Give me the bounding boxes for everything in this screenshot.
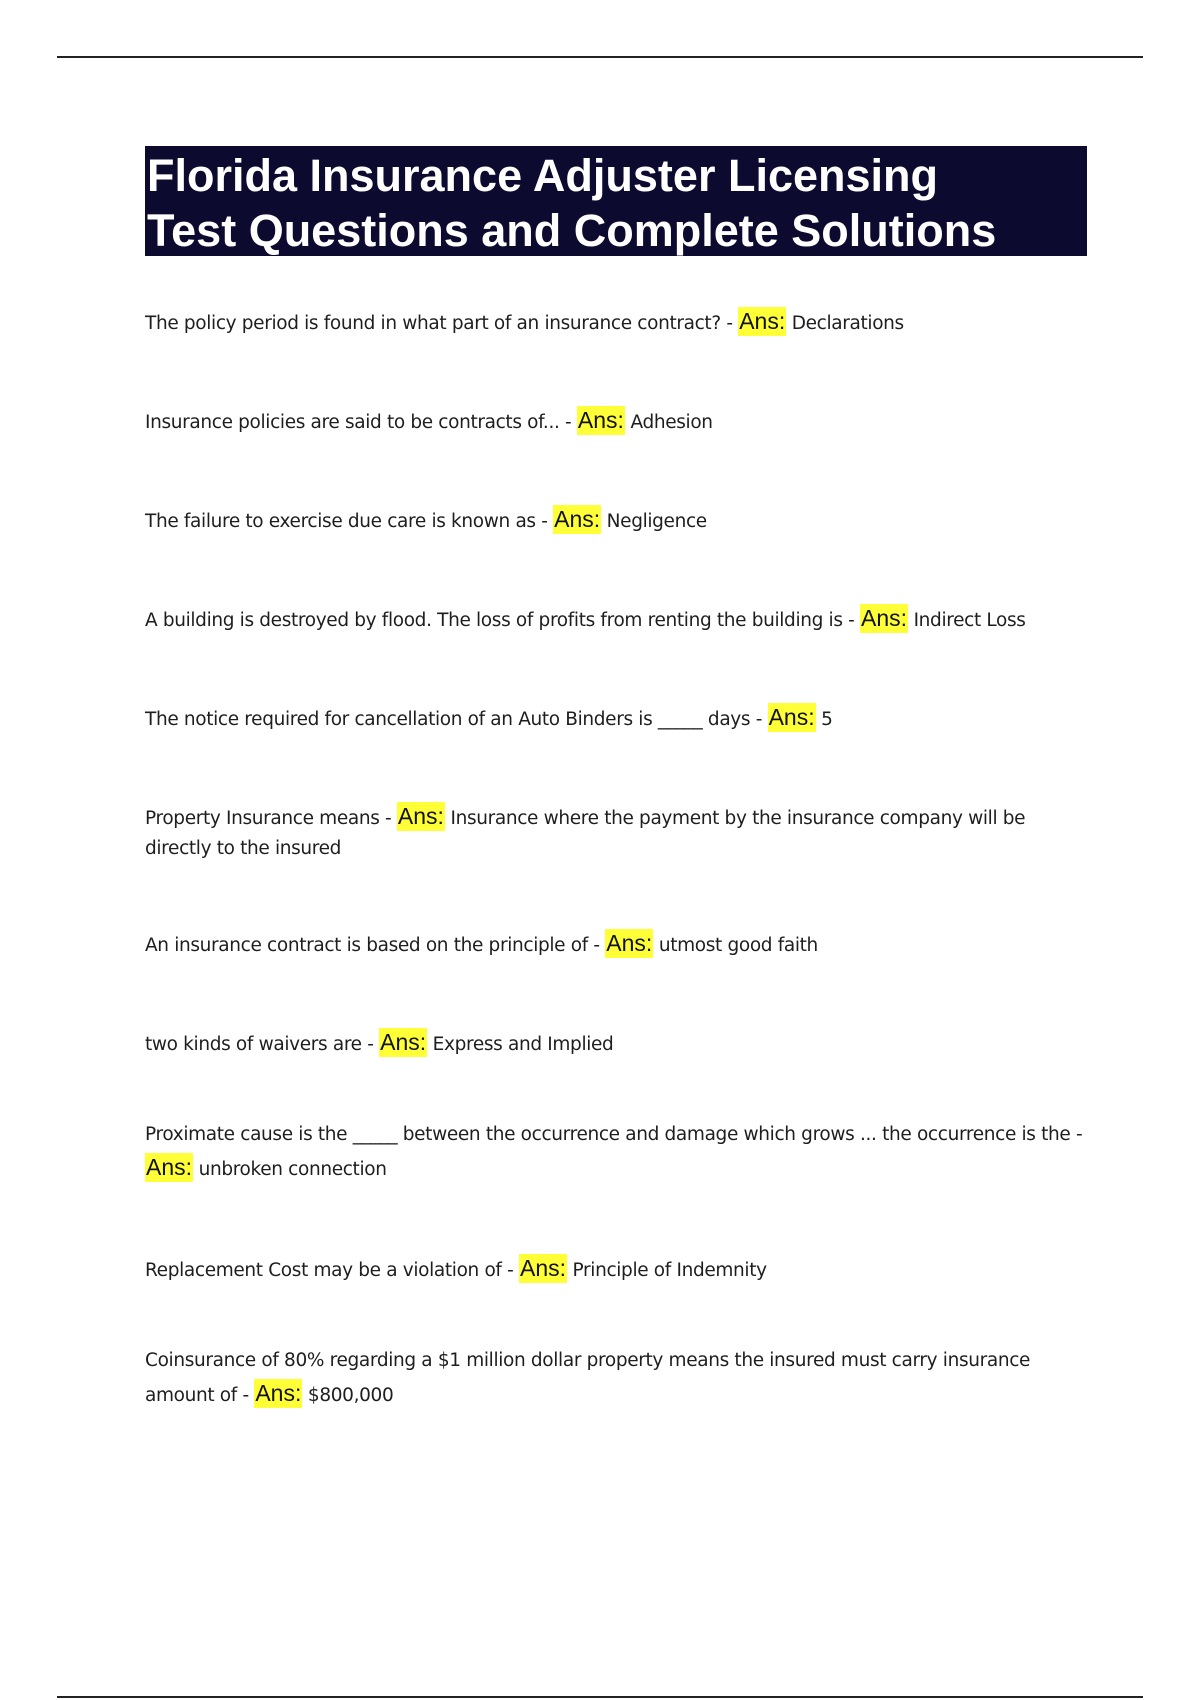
question-text: Coinsurance of 80% regarding a $1 million dollar property means the insured must carry insurance amount of -	[145, 1350, 1031, 1406]
qa-item-4	[145, 603, 1090, 636]
question-text: Replacement Cost may be a violation of -	[145, 1260, 519, 1281]
qa-item-7	[145, 928, 1090, 961]
ans-label: Ans:	[255, 1380, 302, 1406]
title-line-1: Florida Insurance Adjuster Licensing	[147, 150, 938, 201]
qa-item-10	[145, 1253, 1090, 1286]
document-title	[145, 146, 1087, 256]
ans-label: Ans:	[397, 803, 444, 829]
question-text: An insurance contract is based on the principle of -	[145, 935, 606, 956]
answer-text: 5	[821, 709, 833, 730]
header-rule	[57, 56, 1143, 58]
ans-label: Ans:	[739, 308, 786, 334]
ans-label: Ans:	[768, 704, 815, 730]
answer-text: Insurance where the payment by the insurance company will be directly to the insured	[145, 808, 1026, 859]
question-text: two kinds of waivers are -	[145, 1034, 380, 1055]
question-text: The failure to exercise due care is known as -	[145, 511, 554, 532]
answer-text: Negligence	[606, 511, 707, 532]
footer-rule	[57, 1696, 1143, 1698]
question-text: Property Insurance means -	[145, 808, 397, 829]
question-text: Insurance policies are said to be contracts of... -	[145, 412, 577, 433]
title-line-2: Test Questions and Complete Solutions	[147, 205, 997, 256]
qa-item-1	[145, 306, 1090, 339]
qa-item-6	[145, 801, 1090, 864]
ans-label: Ans:	[577, 407, 624, 433]
qa-item-2	[145, 405, 1090, 438]
ans-label: Ans:	[519, 1255, 567, 1281]
qa-item-5	[145, 702, 1090, 735]
question-text: A building is destroyed by flood. The loss of profits from renting the building is -	[145, 610, 861, 631]
qa-item-8	[145, 1027, 1090, 1060]
qa-item-3	[145, 504, 1090, 537]
answer-text: unbroken connection	[198, 1159, 387, 1180]
ans-label: Ans:	[861, 605, 908, 631]
ans-label: Ans:	[146, 1154, 193, 1180]
question-text: The notice required for cancellation of an Auto Binders is _____ days -	[145, 709, 768, 730]
question-text: The policy period is found in what part of an insurance contract? -	[145, 313, 739, 334]
qa-item-9	[145, 1118, 1090, 1186]
ans-label: Ans:	[380, 1029, 427, 1055]
answer-text: Indirect Loss	[913, 610, 1026, 631]
ans-label: Ans:	[606, 930, 653, 956]
answer-text: Adhesion	[630, 412, 713, 433]
question-text: Proximate cause is the _____ between the occurrence and damage which grows ... the occurrence is the -	[145, 1124, 1083, 1145]
answer-text: Express and Implied	[432, 1034, 614, 1055]
ans-label: Ans:	[554, 506, 601, 532]
answer-text: Principle of Indemnity	[572, 1260, 767, 1281]
qa-item-11	[145, 1344, 1090, 1412]
answer-text: Declarations	[791, 313, 904, 334]
answer-text: $800,000	[307, 1385, 394, 1406]
answer-text: utmost good faith	[658, 935, 818, 956]
